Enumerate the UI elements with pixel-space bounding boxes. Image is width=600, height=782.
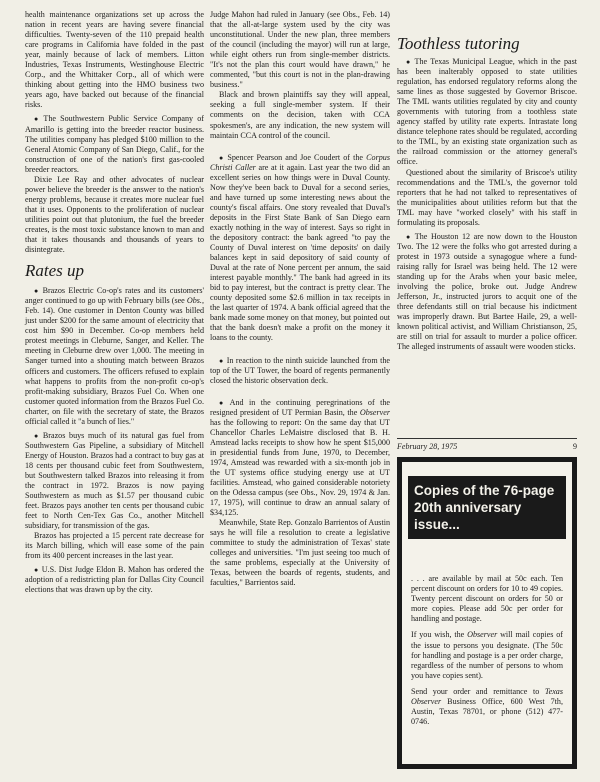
bullet-icon: ●: [406, 232, 412, 241]
mahon-ruling-paragraph: Judge Mahon had ruled in January (see Obs., Feb. 14) that the all-at-large system used by the city was unconstitutional. Under the new plan, three members of the council (including the mayor) will run at large, while eight others run from single-member districts. "It's not the plan this court would have drawn," he commented, "but this court is not in the plan-drawing business.": [210, 10, 390, 90]
brazos-decrease-paragraph: Brazos has projected a 15 percent rate decrease for its March billing, which will ease some of the pain from its 400 percent increases in the last year.: [25, 531, 204, 561]
ad-title: Copies of the 76-page 20th anniversary issue...: [408, 476, 566, 539]
dixie-lee-ray-paragraph: Dixie Lee Ray and other advocates of nuclear power believe the breeder is the answer to the nation's energy problems, because it creates more nuclear fuel that it uses. Opponents to the proliferation of nuclear utilities point out that plutonium, the fuel the breeder creates, is the most toxic substance known to man and that it takes thousands and thousands of years to disintegrate.: [25, 174, 204, 255]
bullet-icon: ●: [34, 431, 40, 440]
brazos-gas-paragraph: ● Brazos buys much of its natural gas fuel from Southwestern Gas Pipeline, a subsidiary of Mitchell Energy of Houston. Brazos had a contract to buy gas at 18 cents per thousand cubic feet from Southwestern, but Southwestern talked Brazos into releasing it from the contract in 1972. Brazos is now paying Southwestern as much as $1.57 per thousand cubic feet. Brazos pays another ten cents per thousand cubic feet to North Cen-Tex Gas Co., another Mitchell subsidiary, for transmission of the gas.: [25, 430, 204, 531]
ut-tower-paragraph: ● In reaction to the ninth suicide launched from the top of the UT Tower, the board of regents permanently closed the historic observation deck.: [210, 355, 391, 385]
tml-paragraph: ● The Texas Municipal League, which in the past has been inalterably opposed to state utilities regulation, has endorsed regulatory reforms along the same lines as those suggested by Governor Briscoe. The TML wants utilities regulated by city and county governments with tutoring from a toothless state agency staffed by utility rate experts. Intrastate long distance telephone rates should be regulated, according to the TML, by an existing state organization such as the railroad commission or the attorney general's office.: [397, 57, 577, 167]
barrientos-paragraph: Meanwhile, State Rep. Gonzalo Barrientos of Austin says he will file a resolution to create a legislative committee to study the administration of Texas' state colleges and universities. "I'm just seeing too much of the same problems, especially at the University of Texas, between the boards of regents, students, and faculties," Barrientos said.: [210, 518, 390, 588]
bullet-icon: ●: [34, 287, 40, 296]
rates-up-heading: Rates up: [25, 261, 85, 281]
issue-date: February 28, 1975: [397, 442, 458, 451]
duval-paragraph: ● Spencer Pearson and Joe Coudert of the Corpus Christi Caller are at it again. Last year the two did an excellent series on how things were in Duval County. Now they've been back to Duval for a second series, and have turned up some interesting news about the county's fiscal affairs. One story revealed that Duval's deposits in the First State Bank of San Diego earn exactly nothing in the way of interest. Says so right in the depository contract: the bank agreed "to pay the County of Duval interest on 'time deposits' on daily balances kept in said depository of said county of Duval at the rate of None percent per annum, the said interest payable monthly." The bank had agreed in its bid to pay interest, but the contract is pretty clear. The county deposited some $2.6 million in tax receipts in the last quarter of 1974. A bank official agreed that the bank made some money on that money, but pointed out that the bank doesn't make a profit on the money it loans to the county.: [210, 152, 390, 343]
houston-12-paragraph: ● The Houston 12 are now down to the Houston Two. The 12 were the folks who got arrested during a protest in 1973 outside a synagogue where a fund-raising rally for Israel was being held. The 12 were standing up for the Arabs when your basic melee, involving the police, broke out. Judge Andrew Jefferson, Jr., instructed jurors to acquit one of the three defendants still on trial because his indictment was improperly drawn. But Bartee Haile, 29, a well-known political activist, and William Christianson, 25, are still on trial for assault to murder a police officer. The alleged instruments of assault were wooden sticks.: [397, 231, 577, 352]
bullet-icon: ●: [34, 566, 39, 575]
hmo-paragraph: health maintenance organizations set up across the nation in recent years are having severe financial difficulties. Twenty-seven of the 110 prepaid health care programs in California have folded in the past year, mainly because of lack of members. Litton Industries, Texas Instruments, Westinghouse Electric Corp., and the Whittaker Corp., all of which were thinking about getting into the HMO business two years ago, have backed out because of the financial risks.: [25, 10, 204, 110]
column-1: [25, 10, 204, 596]
plaintiffs-paragraph: Black and brown plaintiffs say they will appeal, seeking a full single-member system. If their comments on the decision, taken with CCA spokesmen's, are any indication, the new system will maintain CCA control of the council.: [210, 90, 390, 140]
ad-price-paragraph: . . . are available by mail at 50c each. Ten percent discount on orders for 10 to 49 copies. Twenty percent discount on orders for 50 or more copies. Please add 50c per order for handling and postage.: [411, 574, 563, 624]
toothless-tutoring-heading: Toothless tutoring: [397, 34, 520, 53]
bullet-icon: ●: [406, 58, 412, 66]
breeder-reactor-paragraph: ● The Southwestern Public Service Company of Amarillo is getting into the breeder reactor business. The utilities company has pledged $100 million to the General Atomic Company of San Diego, Calif., for the construction of one of the nation's first gas-cooled breeder reactors.: [25, 114, 204, 174]
briscoe-paragraph: Questioned about the similarity of Briscoe's utility recommendations and the TML's, the governor told reporters that he had not talked to representatives of the municipalities about utilities reform but that the TML may have "worked closely" with his staff in formulating its proposals.: [397, 167, 577, 227]
ad-order-paragraph: Send your order and remittance to Texas Observer Business Office, 600 West 7th, Austin, Texas 78701, or phone (512) 477-0746.: [411, 686, 563, 727]
bullet-icon: ●: [219, 356, 224, 365]
bullet-icon: ●: [34, 115, 41, 124]
page-number: 9: [573, 442, 577, 451]
mahon-paragraph: ● U.S. Dist Judge Eldon B. Mahon has ordered the adoption of a redistricting plan for Dallas City Council elections that was drawn up by the city.: [25, 565, 204, 595]
amstead-paragraph: ● And in the continuing peregrinations of the resigned president of UT Permian Basin, the Observer has the following to report: On the same day that UT Chancellor Charles LeMaistre disclosed that B. H. Amstead lacks receipts to show how he spent $15,000 in presidential funds from June, 1970, to December, 1974, Amstead was rewarded with a six-month job in the UT systems office studying energy use at UT facilities. Amstead, who gained considerable notoriety on the Odessa campus (see Obs., Nov. 29, 1974 & Jan. 17, 1975), will continue to draw an annual salary of $34,125.: [210, 397, 390, 518]
brazos-rates-paragraph: ● Brazos Electric Co-op's rates and its customers' anger continued to go up with February bills (see Obs., Feb. 14). One customer in Denton County was billed just under $200 for the same amount of electricity that cost him $90 in December. Co-op members held protest meetings in Cleburne, Sanger, and Keller. The meeting in Cleburne drew over 1,000. The meeting in Sanger turned into a shouting match between Brazos officers and customers. The officers refused to explain what happens to profits from the non-profit co-op's profit-making subsidiary, Brazos Fuel Co. When one customer quoted information from the Brazos Fuel Co. charter, on file with the secretary of state, the Brazos official called it "a bunch of lies.": [25, 286, 204, 426]
page-footer: [397, 438, 577, 451]
anniversary-issue-ad: [397, 457, 577, 769]
bullet-icon: ●: [219, 398, 227, 407]
ad-mailing-paragraph: If you wish, the Observer will mail copies of the issue to persons you designate. (The 50c for handling and postage is a per order charge, regardless of the number of persons to whom you have copies sent).: [411, 630, 563, 680]
column-2: [210, 10, 390, 589]
ad-body: [411, 574, 563, 733]
bullet-icon: ●: [219, 153, 225, 162]
column-3: [397, 10, 577, 352]
